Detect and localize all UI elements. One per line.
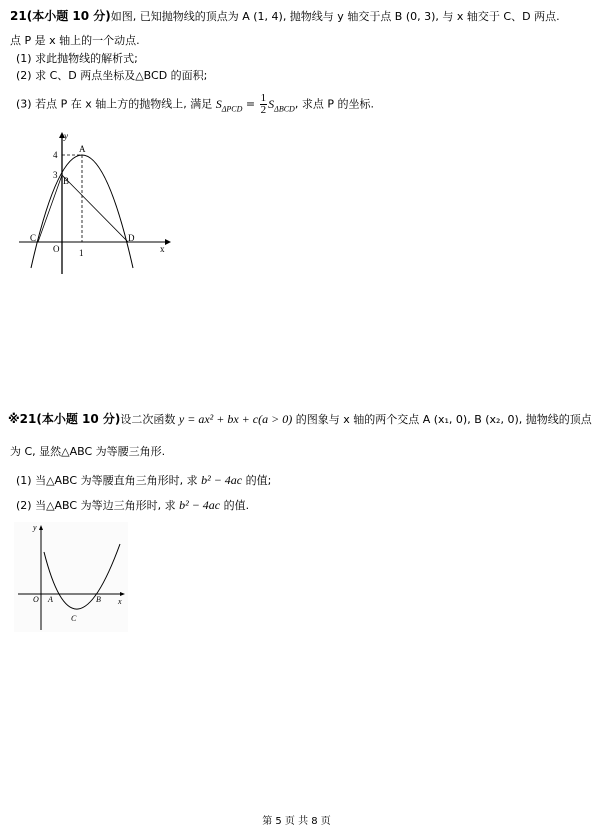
fig2-label-b: B xyxy=(96,595,101,604)
fig1-label-y: y xyxy=(64,131,68,141)
fig2-label-o: O xyxy=(33,595,39,604)
problem2-stem-a: 设二次函数 xyxy=(120,413,176,426)
q3-fraction: $\frac{1}{2}$ xyxy=(260,92,267,116)
fig1-tick-1: 1 xyxy=(79,248,84,258)
q3-suffix: , 求点 P 的坐标. xyxy=(294,97,374,111)
q3-lhs: $S_{\Delta PCD}$ xyxy=(215,96,243,113)
q1-expression: b² − 4ac xyxy=(201,473,243,487)
fig1-tick-3: 3 xyxy=(53,170,58,180)
fig1-label-b: B xyxy=(63,176,70,186)
fig1-segment-bd xyxy=(62,175,128,242)
fig2-label-a: A xyxy=(48,595,53,604)
problem1-number: 21 xyxy=(10,9,27,23)
problem2-question-1: (1) 当△ABC 为等腰直角三角形时, 求 b² − 4ac 的值; xyxy=(16,473,272,487)
problem2-stem-line2: 为 C, 显然△ABC 为等腰三角形. xyxy=(10,445,166,458)
fig1-label-c: C xyxy=(30,233,37,243)
fig2-label-y: y xyxy=(33,523,37,532)
figure-2-parabola xyxy=(14,522,128,632)
problem2-question-2: (2) 当△ABC 为等边三角形时, 求 b² − 4ac 的值. xyxy=(16,498,250,512)
fig2-label-x: x xyxy=(118,597,122,606)
fig1-label-o: O xyxy=(53,244,60,254)
fig2-label-c: C xyxy=(71,614,77,623)
q3-equals: = xyxy=(242,97,259,111)
problem1-question-3 xyxy=(16,93,374,117)
problem1-stem-line2: 点 P 是 x 轴上的一个动点. xyxy=(10,34,140,47)
problem1-stem-line1: 如图, 已知抛物线的顶点为 A (1, 4), 抛物线与 y 轴交于点 B (0, 3), 与 x 轴交于 C、D 两点. xyxy=(110,10,560,23)
problem1-question-1: (1) 求此抛物线的解析式; xyxy=(16,52,138,65)
q3-prefix: (3) 若点 P 在 x 轴上方的抛物线上, 满足 xyxy=(16,97,213,111)
problem2-line1 xyxy=(8,411,592,428)
problem2-function: y = ax² + bx + c(a > 0) xyxy=(178,412,293,426)
problem1-question-2: (2) 求 C、D 两点坐标及△BCD 的面积; xyxy=(16,69,208,82)
fig1-segment-cb xyxy=(38,175,62,242)
problem2-stem-b: 的图象与 x 轴的两个交点 A (x₁, 0), B (x₂, 0), 抛物线的顶点 xyxy=(295,413,592,426)
problem1-points: (本小题 10 分) xyxy=(26,9,111,23)
fig1-label-d: D xyxy=(128,233,135,243)
problem2-mark: ※ xyxy=(8,412,20,426)
page-footer: 第 5 页 共 8 页 xyxy=(262,816,331,827)
problem2-points: (本小题 10 分) xyxy=(36,412,121,426)
fig1-label-x: x xyxy=(160,244,165,254)
problem2-number: 21 xyxy=(19,412,37,426)
fig1-tick-4: 4 xyxy=(53,150,58,160)
problem1-line1 xyxy=(10,8,560,25)
q3-rhs: $S_{\Delta BCD}$ xyxy=(268,96,295,113)
figure-1-parabola xyxy=(15,128,175,280)
fig1-label-a: A xyxy=(79,144,86,154)
q2-expression: b² − 4ac xyxy=(179,498,221,512)
